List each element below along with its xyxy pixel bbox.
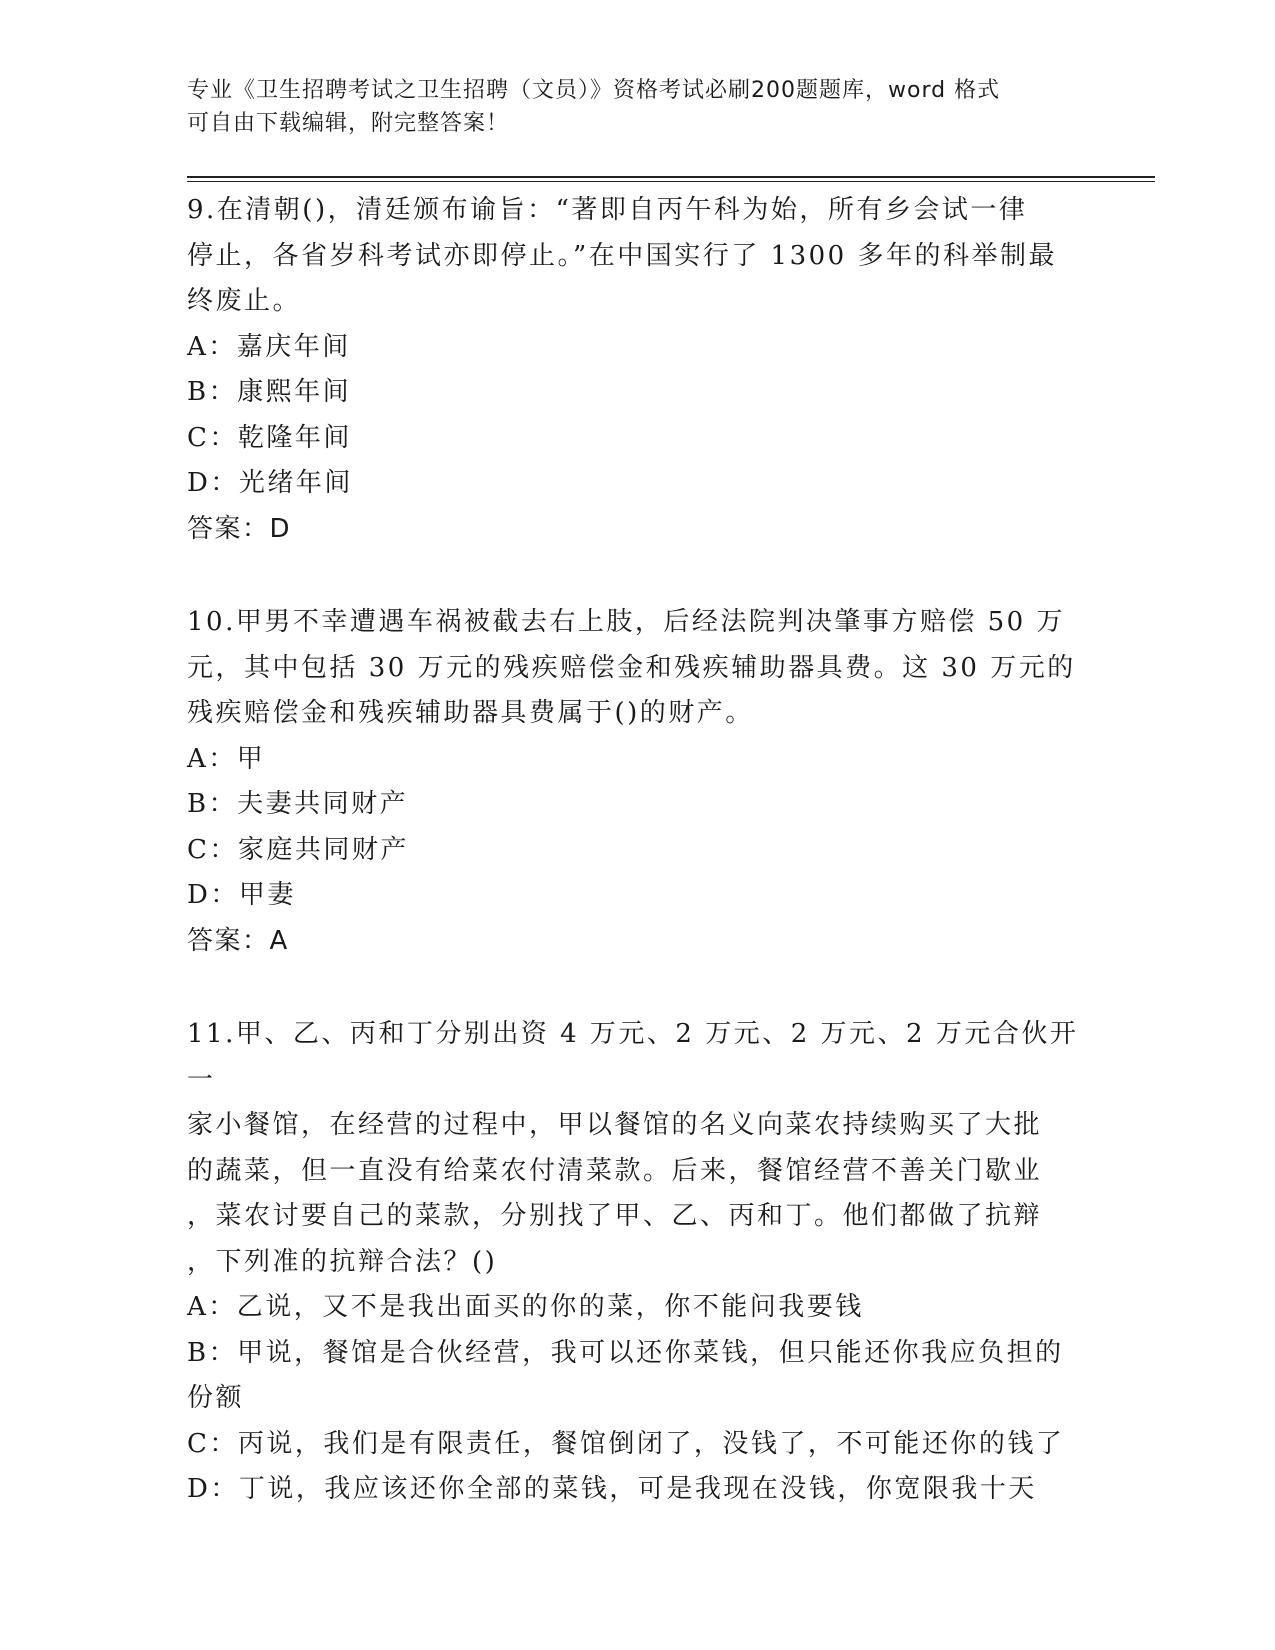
- option-a: A：嘉庆年间: [187, 331, 351, 362]
- option-d: D：丁说，我应该还你全部的菜钱，可是我现在没钱，你宽限我十天: [187, 1474, 1037, 1504]
- question-stem-line: ，下列准的抗辩合法？(): [187, 1246, 498, 1277]
- question-stem-line: ，菜农讨要自己的菜款，分别找了甲、乙、丙和丁。他们都做了抗辩: [187, 1201, 1043, 1231]
- header-divider-thin: [187, 181, 1155, 182]
- question-11: [187, 1012, 1087, 1513]
- header-divider-thick: [187, 176, 1155, 178]
- option-c: C：家庭共同财产: [187, 834, 409, 865]
- answer-line: 答案：A: [187, 925, 289, 956]
- option-a: A：乙说，又不是我出面买的你的菜，你不能问我要钱: [187, 1292, 864, 1322]
- question-stem-line: 11.甲、乙、丙和丁分别出资 4 万元、2 万元、2 万元、2 万元合伙开一: [187, 1019, 1079, 1095]
- option-b: B：夫妻共同财产: [187, 789, 409, 819]
- option-b: B：康熙年间: [187, 377, 352, 407]
- question-list: [187, 188, 1087, 1561]
- answer-line: 答案：D: [187, 513, 292, 544]
- question-stem-line: 10.甲男不幸遭遇车祸被截去右上肢，后经法院判决肇事方赔偿 50 万: [187, 607, 1065, 637]
- question-stem-line: 终废止。: [187, 286, 302, 316]
- question-stem-line: 停止，各省岁科考试亦即停止。”在中国实行了 1300 多年的科举制最: [187, 240, 1057, 271]
- document-header: [187, 74, 1067, 140]
- question-stem-line: 元，其中包括 30 万元的残疾赔偿金和残疾辅助器具费。这 30 万元的: [187, 652, 1076, 683]
- option-d: D：光绪年间: [187, 468, 353, 498]
- header-line-1: 专业《卫生招聘考试之卫生招聘（文员）》资格考试必刷200题题库，word 格式: [187, 78, 1001, 103]
- question-stem-line: 家小餐馆，在经营的过程中，甲以餐馆的名义向菜农持续购买了大批: [187, 1110, 1043, 1140]
- option-d: D：甲妻: [187, 880, 296, 910]
- question-stem-line: 的蔬菜，但一直没有给菜农付清菜款。后来，餐馆经营不善关门歇业: [187, 1155, 1043, 1186]
- header-line-2: 可自由下载编辑，附完整答案！: [187, 111, 510, 136]
- option-a: A：甲: [187, 743, 266, 774]
- option-c: C：丙说，我们是有限责任，餐馆倒闭了，没钱了，不可能还你的钱了: [187, 1428, 1065, 1459]
- question-9: [187, 188, 1087, 552]
- question-10: [187, 600, 1087, 964]
- option-b-continued: 份额: [187, 1383, 245, 1413]
- option-b: B：甲说，餐馆是合伙经营，我可以还你菜钱，但只能还你我应负担的: [187, 1337, 1064, 1368]
- question-stem-line: 9.在清朝()，清廷颁布谕旨：“著即自丙午科为始，所有乡会试一律: [187, 195, 1028, 225]
- option-c: C：乾隆年间: [187, 422, 352, 453]
- question-stem-line: 残疾赔偿金和残疾辅助器具费属于()的财产。: [187, 698, 754, 728]
